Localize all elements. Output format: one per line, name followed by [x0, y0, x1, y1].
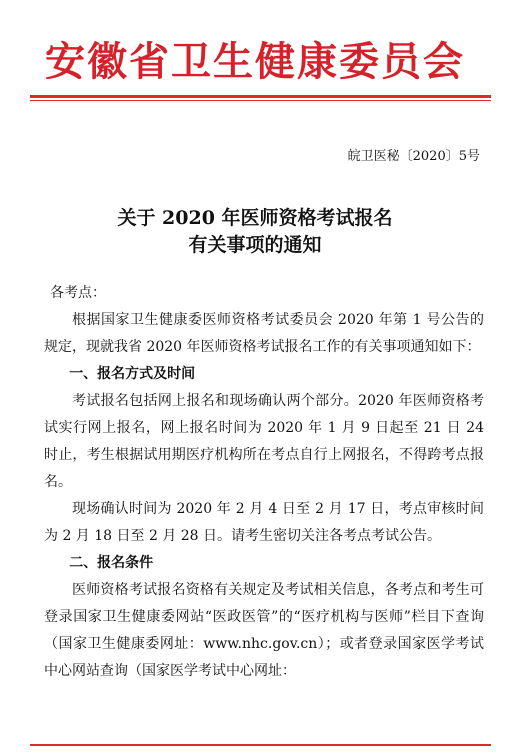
section-1-heading: 一、报名方式及时间 [69, 366, 196, 382]
header-rule-thick [30, 95, 491, 98]
section-1-paragraph-2: 现场确认时间为 2020 年 2 月 4 日至 2 月 17 日，考点审核时间为 2 月 18 日至 2 月 28 日。请考生密切关注各考点考试公告。 [44, 501, 484, 544]
section-2-paragraph-1: 医师资格考试报名资格有关规定及考试相关信息，各考点和考生可登录国家卫生健康委网站“医政医管”的“医疗机构与医师”栏目下查询（国家卫生健康委网址：www.nhc.gov.cn）；或者登录国家医学考试中心网站查询（国家医学考试中心网址： [44, 582, 484, 679]
document-body [44, 280, 484, 685]
section-2-heading: 二、报名条件 [69, 555, 154, 571]
footer-rule [30, 744, 491, 746]
document-number: 皖卫医秘〔2020〕5号 [347, 149, 480, 164]
salutation: 各考点： [50, 285, 106, 301]
agency-header: 安徽省卫生健康委员会 [45, 38, 465, 85]
intro-paragraph: 根据国家卫生健康委医师资格考试委员会 2020 年第 1 号公告的规定，现就我省 2020 年医师资格考试报名工作的有关事项通知如下： [44, 312, 484, 355]
document-title-line-1: 关于 2020 年医师资格考试报名 [117, 207, 393, 229]
header-rule-thin [30, 100, 491, 101]
document-title-line-2: 有关事项的通知 [188, 234, 322, 256]
section-1-paragraph-1: 考试报名包括网上报名和现场确认两个部分。2020 年医师资格考试实行网上报名，网上报名时间为 2020 年 1 月 9 日起至 21 日 24 时止，考生根据试用期医疗机构所在考点自行上网报名，不得跨考点报名。 [44, 393, 484, 490]
